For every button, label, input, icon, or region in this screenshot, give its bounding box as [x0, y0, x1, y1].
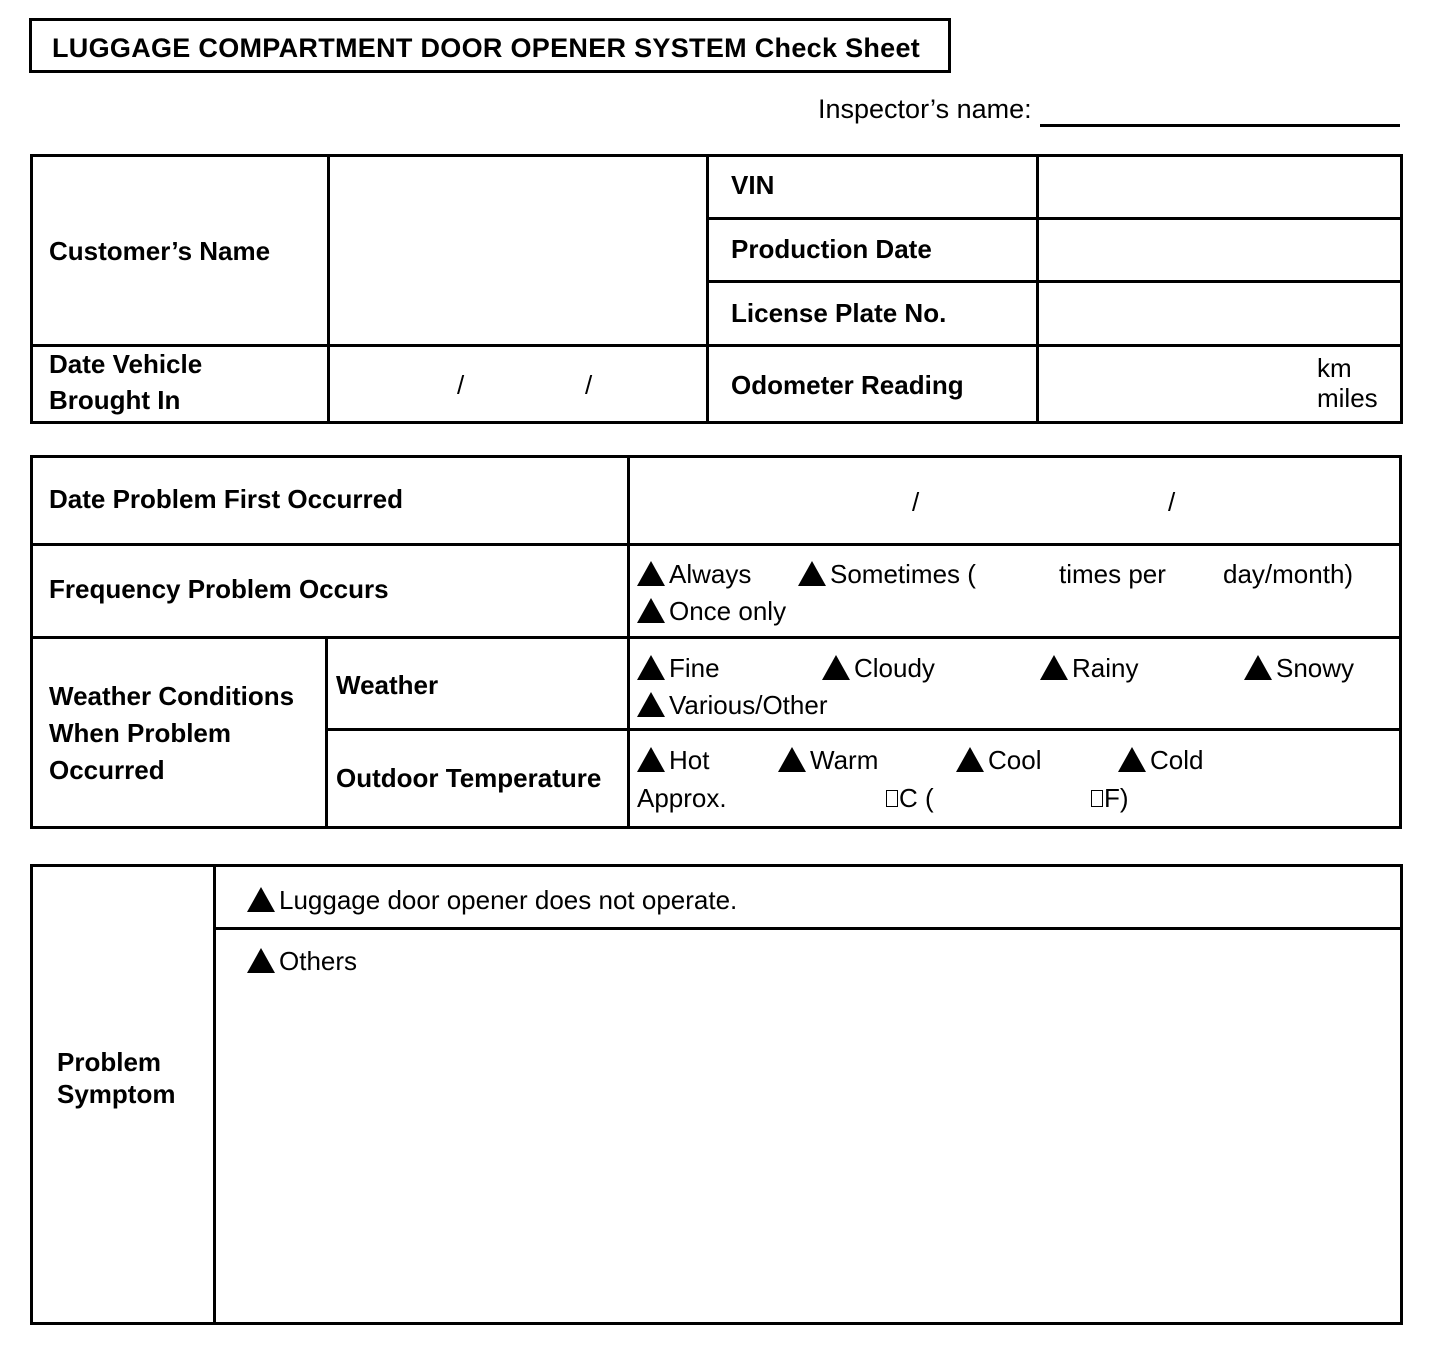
problem-symptom-label: Problem Symptom: [57, 1047, 176, 1109]
option-snowy[interactable]: Snowy: [1244, 650, 1354, 687]
fahrenheit-field[interactable]: F): [1091, 780, 1129, 817]
option-others[interactable]: Others: [247, 943, 357, 980]
option-cool[interactable]: Cool: [956, 742, 1041, 779]
triangle-icon: [637, 561, 665, 586]
date-brought-in-label: Date Vehicle Brought In: [49, 349, 203, 415]
triangle-icon: [637, 747, 665, 772]
inspector-name-field[interactable]: [1040, 124, 1400, 127]
option-warm[interactable]: Warm: [778, 742, 878, 779]
customer-name-label: Customer’s Name: [49, 236, 271, 266]
option-sometimes[interactable]: Sometimes (: [798, 556, 976, 593]
triangle-icon: [956, 747, 984, 772]
triangle-icon: [637, 692, 665, 717]
option-rainy[interactable]: Rainy: [1040, 650, 1138, 687]
triangle-icon: [778, 747, 806, 772]
license-plate-field[interactable]: [1041, 285, 1398, 343]
times-per-text: times per: [1059, 559, 1166, 589]
inspector-label: Inspector’s name:: [818, 94, 1032, 124]
triangle-icon: [1118, 747, 1146, 772]
customer-name-field[interactable]: [332, 159, 704, 343]
unit-miles: miles: [1317, 383, 1378, 413]
box-icon: [886, 790, 898, 807]
production-date-label: Production Date: [731, 234, 932, 264]
triangle-icon: [1040, 655, 1068, 680]
celsius-field[interactable]: C (: [886, 780, 934, 817]
date-first-occurred-label: Date Problem First Occurred: [49, 484, 403, 514]
title-box: [29, 18, 951, 73]
option-hot[interactable]: Hot: [637, 742, 709, 779]
triangle-icon: [798, 561, 826, 586]
option-fine[interactable]: Fine: [637, 650, 720, 687]
vin-label: VIN: [731, 170, 775, 200]
triangle-icon: [637, 598, 665, 623]
triangle-icon: [247, 887, 275, 912]
page-title: LUGGAGE COMPARTMENT DOOR OPENER SYSTEM Check Sheet: [52, 33, 921, 63]
date-separator: /: [457, 370, 465, 400]
option-always[interactable]: Always: [637, 556, 751, 593]
others-description-field[interactable]: [218, 985, 1398, 1320]
triangle-icon: [637, 655, 665, 680]
weather-group-label: Weather Conditions When Problem Occurred: [49, 681, 295, 785]
box-icon: [1091, 790, 1103, 807]
option-once-only[interactable]: Once only: [637, 593, 786, 630]
option-cloudy[interactable]: Cloudy: [822, 650, 935, 687]
unit-km: km: [1317, 353, 1352, 383]
triangle-icon: [1244, 655, 1272, 680]
vin-field[interactable]: [1041, 159, 1398, 216]
license-plate-label: License Plate No.: [731, 298, 947, 328]
frequency-label: Frequency Problem Occurs: [49, 574, 389, 604]
day-month-text: day/month): [1223, 559, 1354, 589]
production-date-field[interactable]: [1041, 222, 1398, 279]
date-separator: /: [1168, 487, 1176, 517]
option-door-not-operate[interactable]: Luggage door opener does not operate.: [247, 882, 737, 919]
date-separator: /: [585, 370, 593, 400]
option-cold[interactable]: Cold: [1118, 742, 1203, 779]
approx-text: Approx.: [637, 783, 727, 813]
odometer-label: Odometer Reading: [731, 370, 964, 400]
weather-label: Weather: [336, 670, 439, 700]
option-various-other[interactable]: Various/Other: [637, 687, 827, 724]
triangle-icon: [247, 948, 275, 973]
date-separator: /: [912, 487, 920, 517]
triangle-icon: [822, 655, 850, 680]
outdoor-temperature-label: Outdoor Temperature: [336, 763, 602, 793]
